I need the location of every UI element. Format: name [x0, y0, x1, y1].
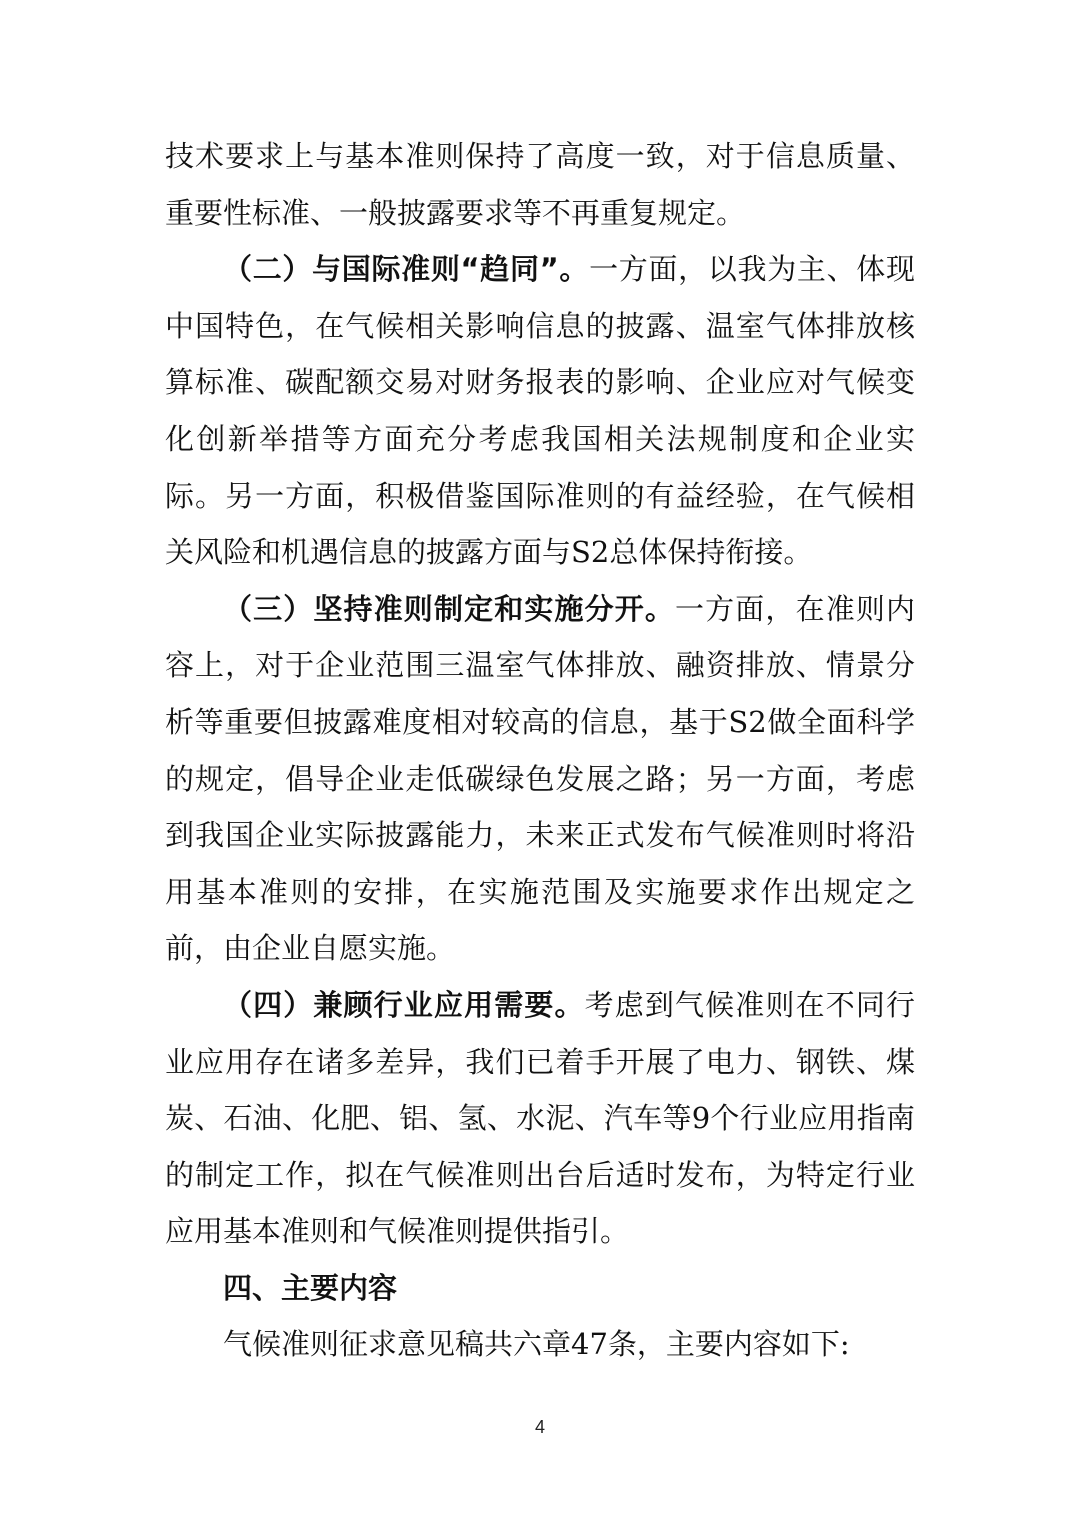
paragraph-industry-application	[165, 977, 915, 1260]
section-heading: 四、主要内容	[223, 1270, 398, 1305]
document-body	[165, 128, 915, 1373]
paragraph-continuation	[165, 128, 915, 241]
paragraph-text: 一方面，以我为主、体现中国特色，在气候相关影响信息的披露、温室气体排放核算标准、碳配额交易对财务报表的影响、企业应对气候变化创新举措等方面充分考虑我国相关法规制度和企业实际。另一方面，积极借鉴国际准则的有益经验，在气候相关风险和机遇信息的披露方面与S2总体保持衔接。	[165, 252, 915, 570]
closing-paragraph: 气候准则征求意见稿共六章47条，主要内容如下:	[223, 1327, 850, 1362]
paragraph-international-convergence	[165, 241, 915, 581]
page-number: 4	[534, 1417, 545, 1437]
paragraph-lead: （二）与国际准则“趋同”。	[223, 252, 590, 287]
paragraph-text: 一方面，在准则内容上，对于企业范围三温室气体排放、融资排放、情景分析等重要但披露难度相对较高的信息，基于S2做全面科学的规定，倡导企业走低碳绿色发展之路；另一方面，考虑到我国企业实际披露能力，未来正式发布气候准则时将沿用基本准则的安排，在实施范围及实施要求作出规定之前，由企业自愿实施。	[165, 591, 915, 966]
paragraph-separate-formulation	[165, 581, 915, 977]
paragraph-text: 考虑到气候准则在不同行业应用存在诸多差异，我们已着手开展了电力、钢铁、煤炭、石油、化肥、铝、氢、水泥、汽车等9个行业应用指南的制定工作，拟在气候准则出台后适时发布，为特定行业应用基本准则和气候准则提供指引。	[165, 987, 915, 1249]
paragraph-text: 技术要求上与基本准则保持了高度一致，对于信息质量、重要性标准、一般披露要求等不再重复规定。	[165, 139, 915, 230]
paragraph-lead: （四）兼顾行业应用需要。	[223, 987, 585, 1022]
paragraph-lead: （三）坚持准则制定和实施分开。	[223, 591, 676, 626]
